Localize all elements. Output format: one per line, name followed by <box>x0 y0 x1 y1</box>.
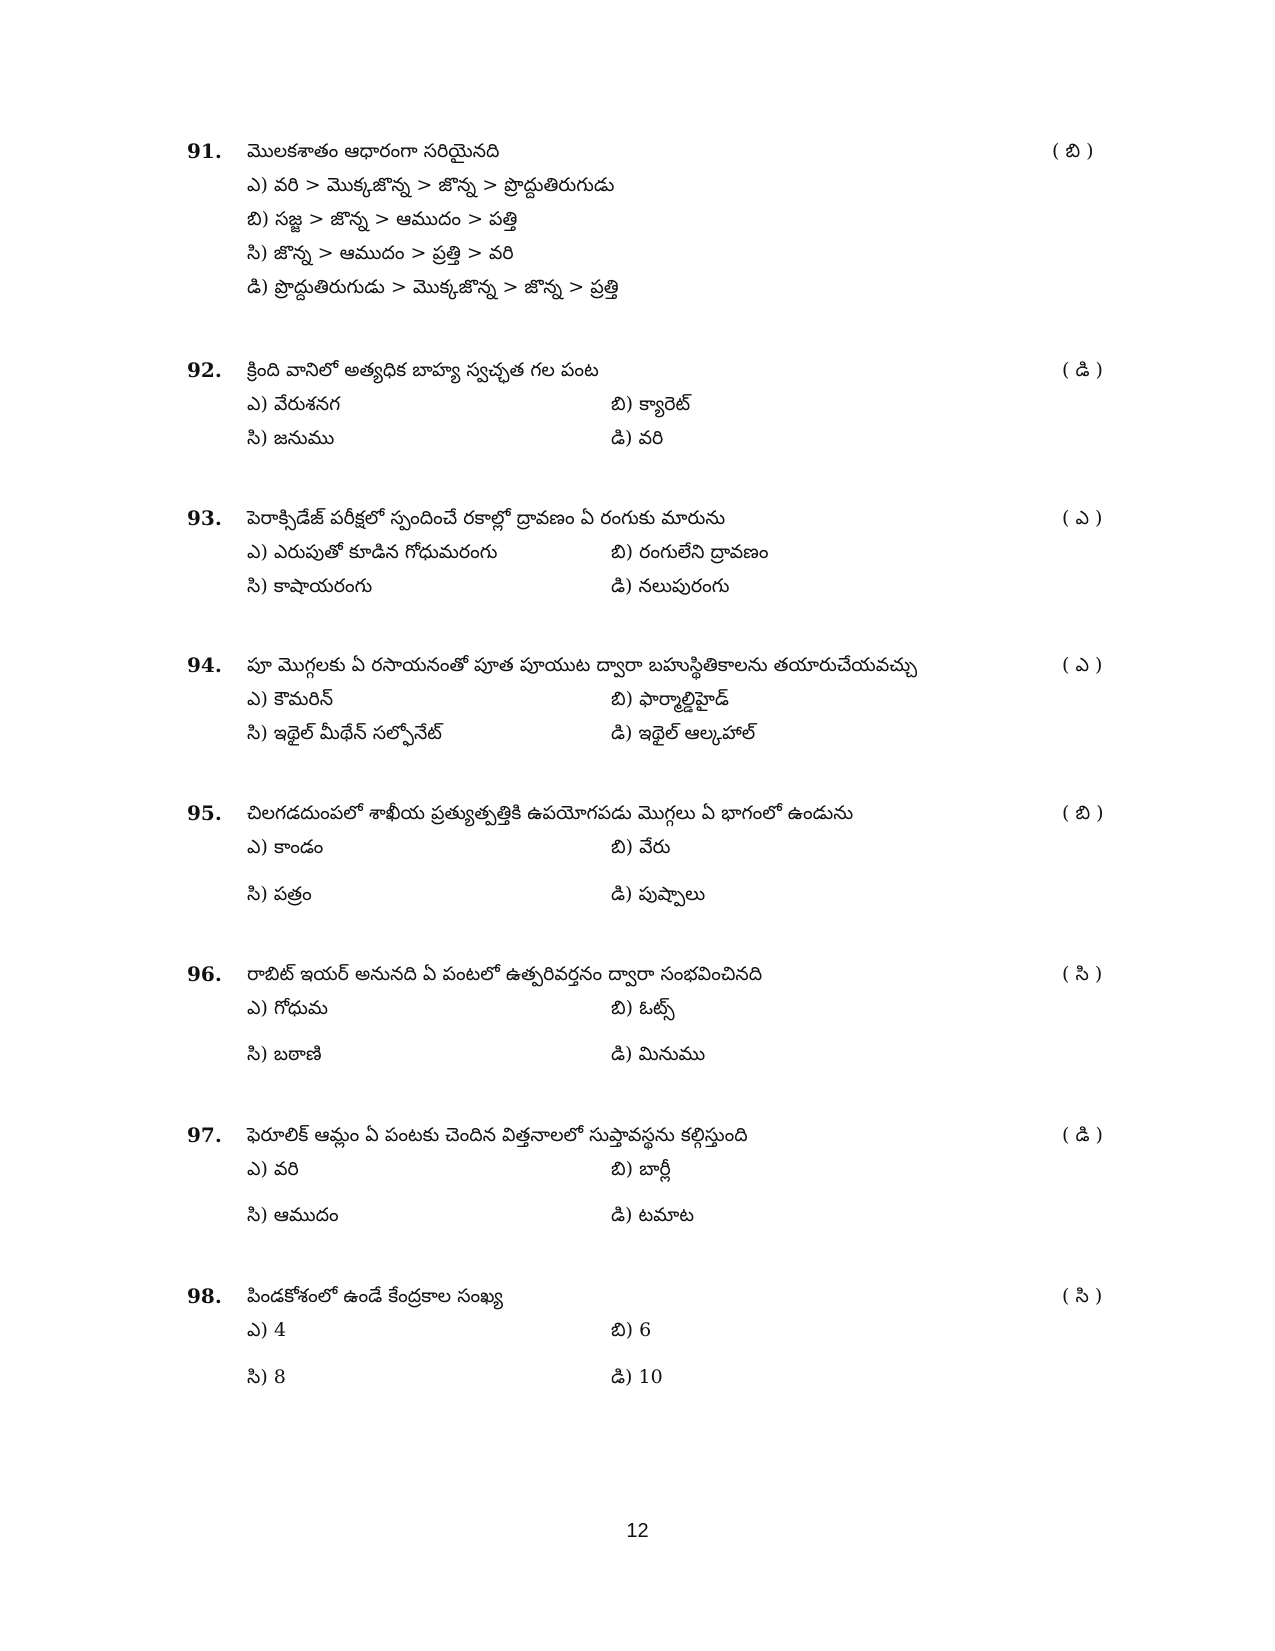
option-d: డి) పుష్పాలు <box>611 883 706 905</box>
option-a: ఎ) వరి <box>247 1158 299 1180</box>
answer-key: ( బి ) <box>1062 802 1104 824</box>
question-number: 95. <box>187 801 222 825</box>
option-d: డి) వరి <box>611 427 664 449</box>
option-d: డి) నలుపురంగు <box>611 575 730 597</box>
question-stem: పెరాక్సిడేజ్ పరీక్షలో స్పందించే రకాల్లో ద్రావణం ఏ రంగుకు మారును <box>247 507 726 529</box>
option-c: సి) ఆముదం <box>247 1204 339 1226</box>
answer-key: ( సి ) <box>1062 963 1103 985</box>
option-d: డి) ఇథైల్ ఆల్కహాల్ <box>611 722 756 744</box>
option-c: సి) జనుము <box>247 427 335 449</box>
question-number: 94. <box>187 653 222 677</box>
option-b: బి) సజ్జ > జొన్న > ఆముదం > పత్తి <box>247 208 518 230</box>
option-a: ఎ) గోధుమ <box>247 997 328 1019</box>
option-b: బి) ఫార్మాల్డిహైడ్ <box>611 688 729 710</box>
page-number: 12 <box>626 1520 649 1542</box>
option-c: సి) జొన్న > ఆముదం > ప్రత్తి > వరి <box>247 242 514 264</box>
option-d: డి) ప్రొద్దుతిరుగుడు > మొక్కజొన్న > జొన్న > ప్రత్తి <box>247 276 619 298</box>
question-number: 91. <box>187 139 222 163</box>
answer-key: ( ఎ ) <box>1062 654 1103 676</box>
option-a: ఎ) కౌమరిన్ <box>247 688 334 710</box>
option-a: ఎ) వరి > మొక్కజొన్న > జొన్న > ప్రొద్దుతిరుగుడు <box>247 174 615 196</box>
option-c: సి) బఠాణి <box>247 1043 322 1065</box>
option-a: ఎ) వేరుశనగ <box>247 393 341 415</box>
question-stem: క్రింది వానిలో అత్యధిక బాహ్య స్వచ్ఛత గల పంట <box>247 359 599 381</box>
question-stem: ఫెరూలిక్ ఆమ్లం ఏ పంటకు చెందిన విత్తనాలలో సుప్తావస్థను కల్గిస్తుంది <box>247 1124 748 1146</box>
question-number: 98. <box>187 1284 222 1308</box>
option-a: ఎ) కాండం <box>247 836 324 858</box>
option-d: డి) టమాట <box>611 1204 695 1226</box>
option-d: డి) మినుము <box>611 1043 706 1065</box>
answer-key: ( బి ) <box>1052 140 1094 162</box>
option-b: బి) ఓట్స్ <box>611 997 675 1019</box>
question-number: 96. <box>187 962 222 986</box>
option-a: ఎ) 4 <box>247 1319 287 1341</box>
question-number: 97. <box>187 1123 222 1147</box>
option-b: బి) వేరు <box>611 836 671 858</box>
option-c: సి) 8 <box>247 1366 286 1388</box>
option-b: బి) క్యారెట్ <box>611 393 691 415</box>
answer-key: ( ఎ ) <box>1062 507 1103 529</box>
option-c: సి) ఇథైల్ మీథేన్ సల్ఫోనేట్ <box>247 722 442 744</box>
option-b: బి) బార్లీ <box>611 1158 671 1180</box>
option-b: బి) రంగులేని ద్రావణం <box>611 541 769 563</box>
question-stem: పూ మొగ్గలకు ఏ రసాయనంతో పూత పూయుట ద్వారా బహుస్థితికాలను తయారుచేయవచ్చు <box>247 654 918 676</box>
question-stem: చిలగడదుంపలో శాఖీయ ప్రత్యుత్పత్తికి ఉపయోగపడు మొగ్గలు ఏ భాగంలో ఉండును <box>247 802 854 824</box>
option-d: డి) 10 <box>611 1366 663 1388</box>
answer-key: ( డి ) <box>1062 1124 1103 1146</box>
option-b: బి) 6 <box>611 1319 652 1341</box>
question-number: 93. <box>187 506 222 530</box>
answer-key: ( డి ) <box>1062 359 1103 381</box>
question-stem: రాబిట్ ఇయర్ అనునది ఏ పంటలో ఉత్పరివర్తనం ద్వారా సంభవించినది <box>247 963 763 985</box>
option-c: సి) పత్రం <box>247 883 312 905</box>
question-number: 92. <box>187 358 222 382</box>
question-stem: మొలకశాతం ఆధారంగా సరియైనది <box>247 140 500 162</box>
answer-key: ( సి ) <box>1062 1285 1103 1307</box>
option-c: సి) కాషాయరంగు <box>247 575 373 597</box>
option-a: ఎ) ఎరుపుతో కూడిన గోధుమరంగు <box>247 541 498 563</box>
question-stem: పిండకోశంలో ఉండే కేంద్రకాల సంఖ్య <box>247 1285 503 1307</box>
